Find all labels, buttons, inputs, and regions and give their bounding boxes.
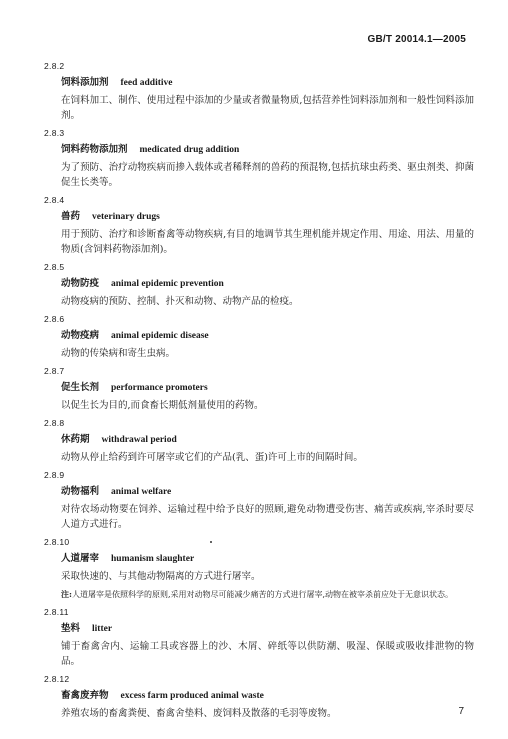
term-english: animal epidemic disease [111,331,209,341]
term-entry-2-8-4 [44,194,474,257]
term-title [44,485,474,499]
term-chinese: 兽药 [61,211,81,222]
term-definition: 动物从停止给药到许可屠宰或它们的产品(乳、蛋)许可上市的间隔时间。 [61,452,363,463]
term-chinese: 促生长剂 [61,382,100,393]
clause-number: 2.8.10 [44,537,70,547]
term-title [44,76,474,90]
term-definition: 用于预防、治疗和诊断畜禽等动物疾病,有目的地调节其生理机能并规定作用、用途、用法、用量的物质(含饲料药物添加剂)。 [61,229,474,255]
clause-number: 2.8.11 [44,607,69,617]
term-entry-2-8-2 [44,60,474,123]
term-title [44,433,474,447]
term-chinese: 动物疫病 [61,330,100,341]
clause-number: 2.8.5 [44,262,65,272]
term-definition: 对待农场动物要在饲养、运输过程中给予良好的照顾,避免动物遭受伤害、痛苦或疾病,宰杀时要尽人道方式进行。 [61,504,474,530]
term-english: animal epidemic prevention [111,279,224,289]
term-english: performance promoters [111,383,208,393]
note-label: 注: [61,589,72,599]
clause-number: 2.8.4 [44,195,65,205]
term-title [44,622,474,636]
term-title [44,689,474,703]
term-english: litter [92,624,113,634]
term-english: medicated drug addition [139,145,240,155]
term-title [44,210,474,224]
clause-number: 2.8.6 [44,314,65,324]
clause-number: 2.8.12 [44,674,70,684]
term-definition: 为了预防、治疗动物疾病而掺入载体或者稀释剂的兽药的预混物,包括抗球虫药类、驱虫剂类、抑菌促生长类等。 [61,162,474,188]
term-english: veterinary drugs [92,212,160,222]
term-definition: 动物的传染病和寄生虫病。 [61,348,176,359]
scan-speck [210,541,212,543]
term-entry-2-8-11 [44,606,474,669]
term-entry-2-8-6 [44,313,474,361]
term-chinese: 饲料药物添加剂 [61,144,128,155]
terms-list [44,60,474,725]
term-title [44,329,474,343]
term-chinese: 畜禽废弃物 [61,690,109,701]
term-english: excess farm produced animal waste [120,691,264,701]
term-english: feed additive [120,78,173,88]
term-title [44,552,474,566]
term-chinese: 动物福利 [61,486,100,497]
term-entry-2-8-9 [44,469,474,532]
term-title [44,277,474,291]
clause-number: 2.8.3 [44,128,65,138]
clause-number: 2.8.9 [44,470,65,480]
term-entry-2-8-8 [44,417,474,465]
term-note [44,588,474,601]
term-title [44,381,474,395]
term-entry-2-8-3 [44,127,474,190]
term-entry-2-8-12 [44,673,474,721]
term-definition: 以促生长为目的,而食畜长期低剂量使用的药物。 [61,400,264,411]
term-definition: 铺于畜禽舍内、运输工具或容器上的沙、木屑、碎纸等以供防潮、吸湿、保暖或吸收排泄物的物品。 [61,641,474,667]
clause-number: 2.8.2 [44,61,65,71]
term-entry-2-8-10 [44,536,474,601]
term-title [44,143,474,157]
term-chinese: 饲料添加剂 [61,77,109,88]
standard-code-header: GB/T 20014.1—2005 [367,34,466,45]
term-definition: 在饲料加工、制作、使用过程中添加的少量或者微量物质,包括营养性饲料添加剂和一般性饲料添加剂。 [61,95,474,121]
term-english: humanism slaughter [111,554,195,564]
page-number: 7 [458,706,464,717]
term-definition: 动物疫病的预防、控制、扑灭和动物、动物产品的检疫。 [61,296,299,307]
clause-number: 2.8.8 [44,418,65,428]
term-entry-2-8-5 [44,261,474,309]
term-chinese: 休药期 [61,434,90,445]
term-chinese: 人道屠宰 [61,553,100,564]
term-definition: 养殖农场的畜禽粪便、畜禽舍垫料、废饲料及散落的毛羽等废物。 [61,708,337,719]
clause-number: 2.8.7 [44,366,65,376]
term-english: animal welfare [111,487,172,497]
term-chinese: 垫料 [61,623,81,634]
term-entry-2-8-7 [44,365,474,413]
term-chinese: 动物防疫 [61,278,100,289]
note-text: 人道屠宰是依照科学的原则,采用对动物尽可能减少痛苦的方式进行屠宰,动物在被宰杀前应处于无意识状态。 [71,590,454,599]
term-english: withdrawal period [101,435,177,445]
term-definition: 采取快速的、与其他动物隔离的方式进行屠宰。 [61,571,261,582]
